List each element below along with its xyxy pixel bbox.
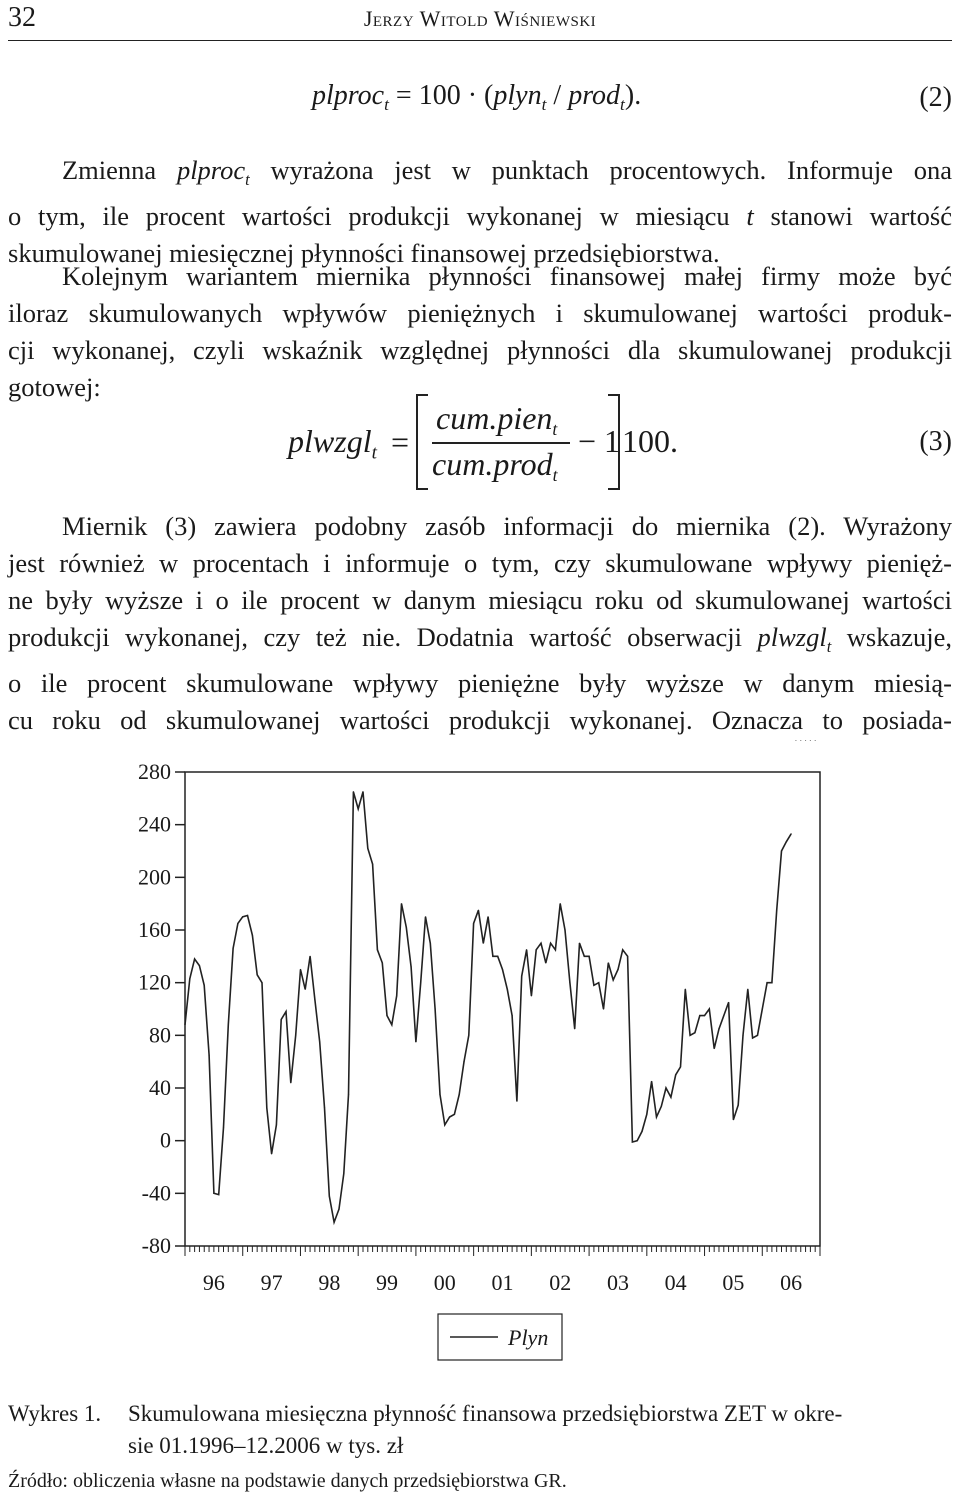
x-tick-label: 00: [433, 1270, 456, 1295]
x-tick-label: 03: [606, 1270, 629, 1295]
data-point: [300, 969, 301, 970]
running-head: Jerzy Witold Wiśniewski: [363, 6, 597, 31]
data-point: [752, 1037, 753, 1038]
y-tick-label: 120: [138, 969, 171, 995]
var-sub: t: [826, 636, 832, 656]
data-point: [617, 969, 618, 970]
data-point: [232, 948, 233, 949]
data-point: [521, 975, 522, 976]
eq2-lhs: plproc: [312, 80, 385, 111]
data-point: [675, 1074, 676, 1075]
data-point: [531, 995, 532, 996]
para1-line-3: skumulowanej miesięcznej płynności finansowej przedsiębiorstwa.: [8, 237, 720, 268]
data-point: [324, 1107, 325, 1108]
data-point: [526, 949, 527, 950]
text-span: Zmienna: [62, 155, 177, 185]
data-point: [314, 999, 315, 1000]
equation-3: [0, 390, 960, 500]
data-point: [454, 1114, 455, 1115]
data-point: [208, 1054, 209, 1055]
data-point: [791, 833, 792, 834]
data-point: [512, 1015, 513, 1016]
data-point: [295, 1035, 296, 1036]
x-tick-label: 04: [664, 1270, 687, 1295]
data-point: [391, 1024, 392, 1025]
data-point: [334, 1222, 335, 1223]
figure-source: Źródło: obliczenia własne na podstawie danych przedsiębiorstwa GR.: [8, 1470, 567, 1492]
data-point: [560, 903, 561, 904]
data-point: [709, 1008, 710, 1009]
data-point: [661, 1106, 662, 1107]
plot-frame: [185, 772, 820, 1246]
data-point: [218, 1194, 219, 1195]
data-point: [762, 1008, 763, 1009]
figure-chart: [0, 740, 960, 1385]
data-point: [795, 740, 796, 741]
data-point: [718, 1028, 719, 1029]
y-tick-label: -80: [141, 1233, 171, 1258]
y-tick-label: 240: [138, 811, 171, 837]
data-point: [281, 1019, 282, 1020]
eq3-den-sub: t: [552, 465, 558, 486]
data-point: [786, 841, 787, 842]
page-number: 32: [8, 2, 36, 33]
eq2-prod: prod: [568, 80, 621, 111]
data-point: [468, 1035, 469, 1036]
data-point: [420, 982, 421, 983]
data-point: [411, 966, 412, 967]
eq3-denominator: cum.prod: [432, 446, 553, 482]
data-point: [247, 915, 248, 916]
y-tick-label: 160: [138, 917, 171, 942]
data-point: [685, 989, 686, 990]
data-point: [487, 916, 488, 917]
data-point: [377, 949, 378, 950]
para3-line-3: ne były wyższe i o ile procent w danym miesiącu roku od skumulowanej wartości: [8, 585, 952, 615]
paragraph-1: [8, 152, 952, 272]
data-point: [810, 740, 811, 741]
para2-line-2: iloraz skumulowanych wpływów pieniężnych i skumulowanej wartości produk-: [8, 298, 952, 328]
para3-line-6: cu roku od skumulowanej wartości produkcji wykonanej. Oznacza to posiada-: [8, 704, 952, 735]
data-point: [627, 956, 628, 957]
data-point: [430, 943, 431, 944]
eq3-tail: 100.: [622, 423, 678, 459]
var-t: t: [746, 200, 754, 231]
data-point: [588, 956, 589, 957]
data-point: [473, 923, 474, 924]
eq2-equals: = 100 · (: [388, 80, 494, 111]
data-point: [550, 943, 551, 944]
data-point: [699, 1015, 700, 1016]
data-point: [564, 929, 565, 930]
data-point: [401, 903, 402, 904]
fraction-bar: [432, 442, 570, 444]
paragraph-2: [8, 258, 952, 406]
data-point: [444, 1124, 445, 1125]
data-point: [569, 982, 570, 983]
para3-line-2: jest również w procentach i informuje o tym, czy skumulowane wpływy pienięż-: [8, 548, 952, 578]
eq3-num-sub: t: [552, 419, 558, 440]
data-point: [651, 1081, 652, 1082]
data-point: [348, 1094, 349, 1095]
eq3-minus-one: − 1: [578, 423, 621, 459]
data-point: [261, 982, 262, 983]
data-point: [579, 943, 580, 944]
para2-line-4: gotowej:: [8, 372, 101, 402]
data-point: [353, 791, 354, 792]
para2-line-3: cji wykonanej, czyli wskaźnik względnej płynności dla skumulowanej produkcji: [8, 335, 952, 365]
data-point: [367, 848, 368, 849]
data-point: [584, 956, 585, 957]
data-point: [656, 1116, 657, 1117]
text-span: produkcji wykonanej, czy też nie. Dodatnia wartość obserwacji: [8, 622, 758, 652]
data-point: [362, 791, 363, 792]
eq2-slash: /: [546, 80, 569, 111]
data-point: [613, 979, 614, 980]
data-point: [319, 1041, 320, 1042]
data-point: [800, 740, 801, 741]
data-point: [502, 969, 503, 970]
x-tick-label: 05: [722, 1270, 745, 1295]
x-tick-label: 98: [318, 1270, 341, 1295]
x-tick-label: 96: [202, 1270, 225, 1295]
data-point: [497, 956, 498, 957]
data-point: [478, 910, 479, 911]
text-span: wskazuje,: [831, 622, 952, 652]
data-point: [257, 974, 258, 975]
page-header: [0, 0, 960, 40]
data-point: [358, 808, 359, 809]
data-point: [194, 958, 195, 959]
data-point: [459, 1094, 460, 1095]
data-point: [690, 1035, 691, 1036]
data-point: [213, 1193, 214, 1194]
data-point: [536, 949, 537, 950]
data-point: [714, 1048, 715, 1049]
x-tick-label: 01: [491, 1270, 514, 1295]
data-point: [449, 1116, 450, 1117]
caption-label: Wykres 1.: [8, 1401, 102, 1426]
data-point: [608, 962, 609, 963]
eq2-sub: t: [541, 95, 547, 115]
data-point: [574, 1028, 575, 1029]
data-point: [507, 989, 508, 990]
data-point: [223, 1127, 224, 1128]
eq3-equals: =: [391, 424, 410, 460]
data-point: [516, 1101, 517, 1102]
data-point: [492, 956, 493, 957]
para3-line-4: [8, 619, 952, 665]
data-point: [329, 1195, 330, 1196]
data-point: [603, 1008, 604, 1009]
data-point: [483, 943, 484, 944]
data-point: [386, 1015, 387, 1016]
caption-line-2: sie 01.1996–12.2006 w tys. zł: [128, 1433, 404, 1458]
data-point: [540, 943, 541, 944]
para3-line-5: o ile procent skumulowane wpływy pieniężne były wyższe w danym miesią-: [8, 667, 952, 698]
data-point: [598, 982, 599, 983]
data-point: [723, 1015, 724, 1016]
data-point: [252, 935, 253, 936]
data-point: [747, 989, 748, 990]
data-point: [463, 1061, 464, 1062]
data-point: [771, 982, 772, 983]
data-point: [632, 1141, 633, 1142]
data-point: [276, 1124, 277, 1125]
data-point: [199, 965, 200, 966]
figure-caption: [8, 1398, 952, 1462]
eq2-close: ).: [624, 80, 642, 111]
data-point: [204, 985, 205, 986]
data-point: [285, 1011, 286, 1012]
data-point: [733, 1119, 734, 1120]
data-point: [425, 916, 426, 917]
data-point: [338, 1209, 339, 1210]
data-point: [641, 1131, 642, 1132]
data-point: [757, 1035, 758, 1036]
data-point: [309, 956, 310, 957]
data-point: [266, 1107, 267, 1108]
data-point: [738, 1105, 739, 1106]
x-tick-label: 97: [260, 1270, 283, 1295]
eq2-sub: t: [620, 95, 625, 115]
var-sub: t: [245, 169, 250, 189]
series-line-plyn: [185, 792, 791, 1223]
x-tick-label: 06: [780, 1270, 803, 1295]
x-tick-label: 99: [376, 1270, 399, 1295]
data-point: [555, 949, 556, 950]
data-point: [343, 1173, 344, 1174]
data-point: [665, 1087, 666, 1088]
data-point: [805, 740, 806, 741]
data-point: [382, 962, 383, 963]
header-rule: [8, 40, 952, 41]
data-point: [742, 1035, 743, 1036]
eq3-numerator: cum.pien: [436, 400, 553, 436]
data-point: [290, 1082, 291, 1083]
data-point: [237, 923, 238, 924]
data-point: [189, 978, 190, 979]
line-chart: [0, 740, 960, 1380]
data-point: [781, 850, 782, 851]
data-point: [776, 910, 777, 911]
var-plwzgl: plwzgl: [757, 622, 827, 652]
text-span: o tym, ile procent wartości produkcji wykonanej w miesiącu: [8, 200, 747, 231]
data-point: [415, 1041, 416, 1042]
y-tick-label: 200: [138, 864, 171, 890]
para1-line-2: [8, 198, 952, 235]
y-tick-label: 0: [160, 1127, 171, 1153]
data-point: [646, 1114, 647, 1115]
y-tick-label: 80: [149, 1022, 171, 1048]
eq2-sub: t: [384, 95, 389, 115]
data-point: [184, 1024, 185, 1025]
data-point: [396, 995, 397, 996]
data-point: [435, 1008, 436, 1009]
eq3-lhs-sub: t: [371, 442, 377, 464]
y-tick-label: 280: [138, 759, 171, 784]
data-point: [704, 1015, 705, 1016]
data-point: [593, 985, 594, 986]
equation-2-number: (2): [919, 82, 952, 113]
data-point: [680, 1066, 681, 1067]
para3-line-1: Miernik (3) zawiera podobny zasób informacji do miernika (2). Wyrażony: [62, 511, 952, 541]
y-tick-label: 40: [149, 1075, 171, 1100]
equation-3-number: (3): [919, 426, 952, 457]
text-span: wyrażona jest w punktach procentowych. Informuje ona: [249, 155, 953, 185]
left-bracket: [416, 394, 428, 490]
data-point: [622, 949, 623, 950]
caption-line-1: Skumulowana miesięczna płynność finansowa przedsiębiorstwa ZET w okre-: [128, 1401, 843, 1426]
y-tick-label: -40: [141, 1180, 171, 1206]
legend-label: Plyn: [508, 1325, 549, 1350]
data-point: [545, 962, 546, 963]
data-point: [228, 1024, 229, 1025]
text-span: stanowi wartość: [753, 200, 952, 231]
data-point: [815, 740, 816, 741]
paragraph-3: [8, 508, 952, 739]
para1-line-1: [8, 152, 952, 198]
data-point: [766, 982, 767, 983]
para2-line-1: Kolejnym wariantem miernika płynności finansowej małej firmy może być: [62, 261, 952, 291]
data-point: [242, 916, 243, 917]
data-point: [637, 1140, 638, 1141]
data-point: [439, 1094, 440, 1095]
data-point: [670, 1097, 671, 1098]
data-point: [372, 864, 373, 865]
data-point: [728, 1002, 729, 1003]
data-point: [694, 1032, 695, 1033]
x-tick-label: 02: [549, 1270, 572, 1295]
var-plproc: plproc: [176, 155, 246, 185]
right-bracket: [608, 394, 620, 490]
data-point: [305, 989, 306, 990]
data-point: [271, 1153, 272, 1154]
eq3-lhs: plwzgl: [288, 423, 372, 459]
eq2-plyn: plyn: [493, 80, 542, 111]
data-point: [406, 927, 407, 928]
